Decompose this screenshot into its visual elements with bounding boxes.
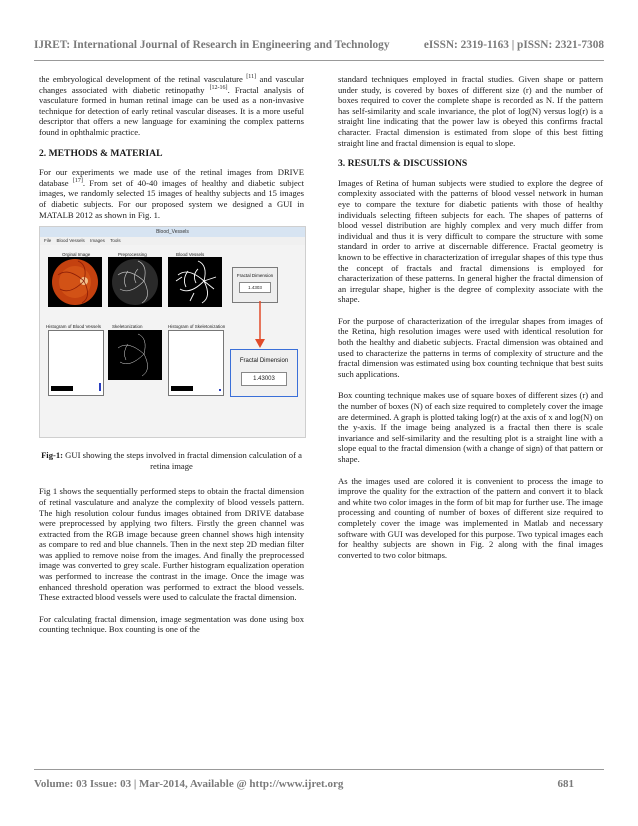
histogram-vessels-plot [48,330,104,396]
results-paragraph-2: For the purpose of characterization of the irregular shapes from images of the Retina, high resolution images were used with identical resolution for both the healthy and diabetic subjects. Fractal dimension was obtained and used to characterize the patterns in terms of complexity of structure and the fractal dimension was estimated using box counting technique that best suits such applications. [338,315,603,379]
header-divider [34,60,604,61]
panel-label-vessels: Blood Vessels [176,252,205,258]
citation[interactable]: [11] [246,74,257,80]
box-counting-paragraph: standard techniques employed in fractal studies. Given shape or pattern under study, is covered by boxes of different size (r) and the number of boxes required to cover the complete shape is recorded as N. If the pattern has self-similarity and scale invariance, the plot of log(N) versus log(r) is a straight line indicating that the power law is obeyed this confirms fractal character. Fractal dimension is estimated from slope of this best fitting straight line and fractal dimension is equal to slope. [338,74,603,148]
volume-info: Volume: 03 Issue: 03 | Mar-2014, Available @ http://www.ijret.org [34,778,344,790]
original-retina-image [48,257,102,307]
fd-big-title: Fractal Dimension [239,358,289,365]
fd-small-title: Fractal Dimension [236,273,274,279]
results-paragraph-1: Images of Retina of human subjects were studied to explore the degree of complexity associated with the patterns of blood vessel network in human eye to compare the texture for diabetic patients with those of healthy individuals selecting fifteen subjects for each. The shapes of patterns of blood vessel distribution are highly complex and very much differ from individual and thus it is very difficult to compare the structure with some standard in order to arrive at discernable difference. Fractal geometry is known to be effective in characterization of irregular shapes of this type thus the concept of fractals and fractal dimensions is employed for characterization of these patterns. In general higher the fractal dimension of an irregular shape, higher is the degree of complexity associate with the shape. [338,177,603,305]
figure-label: Fig-1: [41,450,64,461]
page-number: 681 [557,778,574,790]
skeleton-image [108,330,162,380]
panel-label-skeleton: Skeletonization [112,324,143,330]
section-heading-methods: 2. METHODS & MATERIAL [39,147,163,159]
figure-gui-screenshot [39,226,306,438]
right-column [338,74,603,571]
preprocessed-image [108,257,162,307]
fig-description-paragraph: Fig 1 shows the sequentially performed steps to obtain the fractal dimension of retinal vasculature and analyze the complexity of blood vessels pattern. The high resolution colour fundus images obtained from DRIVE database were preprocessed by applying two filters. Firstly the green channel was extracted from the RGB image because green channel shows high intensity as compare to red and blue channels. Then in the next step 2D median filter was applied to remove noise from the images. And finally the preprocessed image was converted to grey scale. Further histogram equalization operation was performed to increase the contrast in the image. Once the image was enhanced threshold operation was performed to extract the blood vessels. These extracted blood vessels were used to calculate the fractal dimension. [39,486,304,603]
figure-window-title: Blood_Vessels [40,227,305,237]
box-counting-intro-paragraph: For calculating fractal dimension, image segmentation was done using box counting technique. Box counting is one of the [39,613,304,635]
issn-info: eISSN: 2319-1163 | pISSN: 2321-7308 [423,39,604,51]
intro-paragraph: the embryological development of the retinal vasculature [11] and vascular changes associated with diabetic retinopathy [12-16]. Fractal analysis of vasculature formed in human retinal image can be used as a non-invasive technique for detection of early retinal vascular diseases. It is a more useful descriptor that offers a new language for examining the complex patterns found in ophthalmic practice. [39,74,304,137]
histogram-skeleton-plot [168,330,224,396]
section-heading-results: 3. RESULTS & DISCUSSIONS [338,158,468,170]
menu-item: File [44,238,52,244]
menu-item: Blood Vessels [56,238,85,244]
menu-item: Images [90,238,105,244]
figure-caption: Fig-1: GUI showing the steps involved in fractal dimension calculation of a retina image [41,450,302,471]
left-column [39,74,304,646]
figure-menu-bar [40,237,305,245]
footer-divider [34,769,604,770]
blood-vessels-image [168,257,222,307]
panel-label-histogram-skeleton: Histogram of Skeletonization [168,324,226,330]
fractal-dimension-panel-small [232,267,278,303]
panel-label-preprocessing: Preprocessing [118,252,147,258]
menu-item: Tools [110,238,121,244]
fractal-dimension-panel-zoomed [230,349,298,397]
citation[interactable]: [17] [72,177,83,184]
citation[interactable]: [12-16] [209,84,228,91]
results-paragraph-4: As the images used are colored it is convenient to process the image to improve the quality for the extraction of the pattern and convert it to black and white two color images in the form of bit map for further use. The image processing and counting of number of boxes of different size required to completely cover the image was implemented in Matlab and necessary software with GUI was developed for this purpose. Two typical images each for healthy subjects are shown in Fig. 2 along with the final images converted to two color bitmaps. [338,475,603,560]
panel-label-histogram: Histogram of Blood Vessels [46,324,102,330]
arrow-down-icon [254,301,266,349]
results-paragraph-3: Box counting technique makes use of square boxes of different sizes (r) and the number of boxes (N) of each size required to completely cover the image are determined. A graph is plotted taking log(r) at the axis of x and log(N) on the y-axis. If the image being analyzed is a fractal then there is scale invariance and self-similarity and the resulting plot is a straight line with a slope equal to the fractal dimension (with a change of sign) of that pattern or shape. [338,390,603,464]
methods-paragraph: For our experiments we made use of the retinal images from DRIVE database [17]. From set of 40-40 images of healthy and diabetic subject images, we randomly selected 15 images of healthy subjects and 15 images of diabetic subjects. For our proposed system we designed a GUI in MATALB 2012 as shown in Fig. 1. [39,167,304,220]
fd-small-value[interactable]: 1.4303 [239,282,271,293]
panel-label-original: Orginal Image [62,252,91,258]
fd-big-value[interactable]: 1.43003 [241,372,287,386]
journal-title: IJRET: International Journal of Research in Engineering and Technology [34,39,390,51]
